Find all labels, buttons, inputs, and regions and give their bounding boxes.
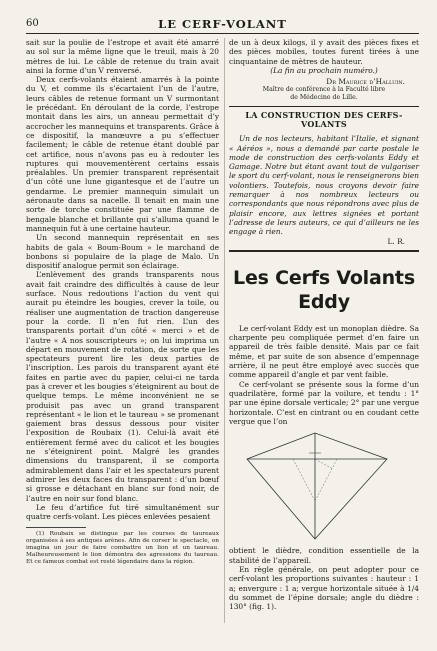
running-title: LE CERF-VOLANT — [158, 17, 287, 31]
bridle-line — [315, 459, 337, 501]
paragraph: Le cerf-volant Eddy est un monoplan dièdre. Sa charpente peu compliquée permet d’en faire un appareil de très faible densité. Mais par ce fait même, et par suite de son absence d’empennage arrière, il ne peut être employé avec succès que comme appareil d’angle et par vent faible. — [229, 323, 419, 380]
bridle-line — [315, 459, 333, 469]
article-title: Les Cerfs Volants Eddy — [233, 266, 415, 313]
paragraph: Deux cerfs-volants étaient amarrés à la pointe du V, et comme ils s’écartaient l’un de l’autre, leurs câbles de retenue formant un V surmontant le précédant. En déroulant de la corde, l’estrope montait dans les airs, un anneau permettait d’y accrocher les mannequins et transparents. Grâce à ce dispositif, la manœuvre a pu s’effectuer facilement; le câble de retenue étant doublé par cet artifice, nous n’avons pas eu à redouter les ruptures qui mouvementèrent certains essais préalables. Un premier transparent représentait d’un côté une lune gigantesque et de l’autre un gendarme. Le premier mannequin simulait un aéronaute dans sa nacelle. Il tenait en main une sorte de torche constituée par une flamme de bengale blanche et brillante qui s’alluma quand le mannequin fut à une certaine hauteur. — [26, 75, 219, 233]
author-signature: Dr Maurice d’Halluin. — [326, 77, 405, 87]
paragraph: de un à deux kilogs, il y avait des pièces fixes et des pièces mobiles, toutes furent tirées à une cinquantaine de mètres de hauteur. — [229, 38, 419, 66]
bridle-line — [293, 459, 315, 501]
page-header — [26, 18, 419, 32]
section-rule — [229, 106, 419, 107]
page-number: 60 — [26, 18, 39, 29]
section-intro-signature: L. R. — [387, 236, 405, 246]
paragraph: En règle générale, on peut adopter pour ce cerf-volant les proportions suivantes : hauteur : 1 a; envergure : 1 a; vergue horizontale située à 1/4 du sommet de l’épine dorsale; angle du dièdre : 130° (fig. 1). — [229, 564, 419, 612]
section-intro: Un de nos lecteurs, habitant l’Italie, et signant « Aéréos », nous a demandé par carte postale le mode de construction des cerfs-volants Eddy et Gamage. Notre but étant avant tout de vulgariser le sport du cerf-volant, nous le renseignerons bien volontiers. Toutefois, nous croyons devoir faire remarquer à nos nombreux lecteurs ou correspondants que nous répondrons avec plus de plaisir encore, aux lettres signées et portant l’adresse de leurs auteurs, ce qui d’ailleurs ne les engage à rien. — [229, 134, 419, 237]
footnote-rule — [26, 527, 86, 528]
paragraph: L’enlèvement des grands transparents nous avait fait craindre des difficultés à cause de leur surface. Nous redoutions l’action du vent qui aurait pu éteindre les bougies, crever la toile, ou réaliser une augmentation de traction dangereuse pour la corde. Il n’en fut rien. L’un des transparents portait d’un côté « merci » et de l’autre « A nos souscripteurs »; on lui imprima un départ en mouvement de rotation, de sorte que les spectateurs purent lire les deux parties de l’inscription. Les parois du transparent ayant été faites en partie avec du papier, celui-ci ne tarda pas à crever et les bougies s’éteignirent au bout de quelque temps. Le même inconvénient ne se produisit pas avec un grand transparent représentant « le lion et le taureau » se promenant gaiement bras dessus dessous pour visiter l’exposition de Roubaix (1). Celui-là avait été entièrement fermé avec du calicot et les bougies ne s’éteignirent point. Malgré les grandes dimensions du transparent, il se comporta admirablement dans l’air et les spectateurs purent admirer les deux faces du transparent : d’un bœuf si grosse e détachant en blanc sur fond noir, de l’autre en noir sur fond blanc. — [26, 270, 219, 503]
eddy-kite-figure — [237, 429, 407, 541]
column-separator — [224, 38, 225, 623]
header-rule — [26, 33, 419, 34]
paragraph: Ce cerf-volant se présente sous la forme d’un quadrilatère, formé par la voilure, et tendu : 1° par une épine dorsale verticale; 2° par une vergue horizontale. C’est en cintrant ou en coudant cette vergue que l’on — [229, 379, 419, 426]
author-affiliation: de Médecine de Lille. — [290, 94, 358, 102]
paragraph: obtient le dièdre, condition essentielle de la stabilité de l’appareil. — [229, 546, 419, 565]
to-be-continued: (La fin au prochain numéro.) — [270, 65, 378, 75]
kite-outline — [247, 433, 387, 539]
author-affiliation: Maître de conférence à la Faculté libre — [262, 86, 386, 94]
kite-diagram — [237, 429, 419, 543]
right-column — [229, 38, 419, 611]
section-rule — [229, 250, 419, 252]
section-heading: LA CONSTRUCTION DES CERFS-VOLANTS — [245, 109, 403, 129]
paragraph: sait sur la poulie de l’estrope et avait été amarré au sol sur la même ligne que le treuil, mais à 20 mètres de lui. Le câble de retenue du train avait ainsi la forme d’un V renversé. — [26, 38, 219, 75]
left-column — [26, 38, 219, 566]
paragraph: Un second mannequin représentait en ses habits de gala « Boum-Boum » le marchand de bonbons si populaire de la plage de Malo. Un dispositif analogue permit son éclairage. — [26, 233, 219, 271]
footnote: (1) Roubaix se distingue par les courses de taureaux organisées à ses antiques arènes. Afin de corser le spectacle, on imagina un jour de faire combattre un lion et un taureau. Malheureusement le lion démontra des agressions du taureau. Et ce fameux combat est resté légendaire dans la région. — [26, 531, 219, 566]
paragraph: Le feu d’artifice fut tiré simultanément sur quatre cerfs-volant. Les pièces enlevées pesaient — [26, 502, 219, 522]
